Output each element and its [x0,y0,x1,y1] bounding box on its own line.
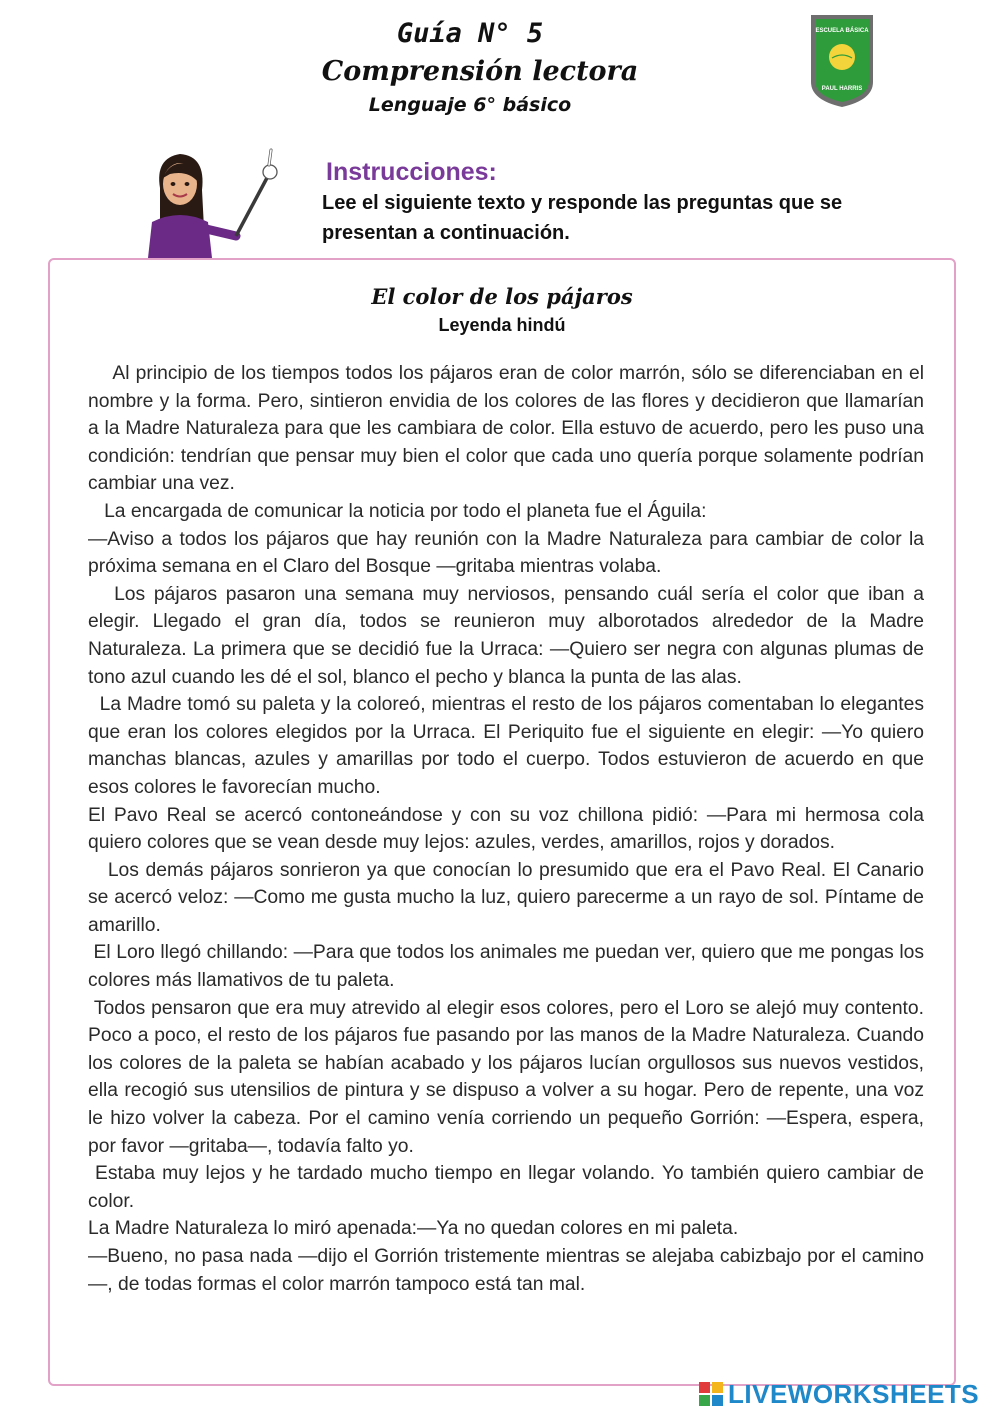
story-paragraph: El Loro llegó chillando: —Para que todos los animales me puedan ver, quiero que me pongas los colores más llamativos de tu paleta. [88,942,924,992]
guide-number: Guía N° 5 [396,18,544,49]
story-subtitle: Leyenda hindú [438,315,566,335]
liveworksheets-watermark [698,1380,979,1408]
badge-bottom-text: PAUL HARRIS [821,86,863,92]
school-badge-logo [808,12,876,110]
story-paragraph: La Madre tomó su paleta y la coloreó, mientras el resto de los pájaros comentaban lo elegantes que eran los colores elegidos por la Urraca. El Periquito fue el siguiente en elegir: —Yo quiero manchas blancas, azules y amarillas por todo el cuerpo. Todos estuvieron de acuerdo en que esos colores le favorecían mucho. [88,694,924,798]
story-text [88,360,924,1298]
story-paragraph: Los demás pájaros sonrieron ya que conocían lo presumido que era el Pavo Real. El Canario se acercó veloz: —Como me gusta mucho la luz, quiero parecerme a un rayo de sol. Píntame de amarillo. [88,859,924,936]
watermark-text: LIVEWORKSHEETS [728,1378,980,1409]
story-paragraph: Al principio de los tiempos todos los pájaros eran de color marrón, sólo se diferenciaban en el nombre y la forma. Pero, sintieron envidia de los colores de las flores y decidieron que llamarían a la Madre Naturaleza para que les cambiara de color. Ella estuvo de acuerdo, pero les puso una condición: tendrían que pensar muy bien el color que cada uno quería porque solamente podrían cambiar una vez. [88,363,924,495]
story-paragraph: Los pájaros pasaron una semana muy nerviosos, pensando cuál sería el color que iban a elegir. Llegado el gran día, todos se reunieron muy alborotados alrededor de la Madre Naturaleza. La primera que se decidió fue la Urraca: —Quiero ser negra con algunas plumas de tono azul cuando les dé el sol, blanco el pecho y blanca la punta de las alas. [88,583,924,688]
teacher-avatar [140,148,290,258]
shield-icon [808,12,876,110]
badge-top-text: ESCUELA BÁSICA [815,28,869,34]
story-paragraph: —Aviso a todos los pájaros que hay reunión con la Madre Naturaleza para cambiar de color la próxima semana en el Claro del Bosque —gritaba mientras volaba. [88,528,924,578]
liveworksheets-logo-icon [698,1381,724,1407]
story-paragraph: La encargada de comunicar la noticia por todo el planeta fue el Águila: [88,500,707,522]
story-title: El color de los pájaros [371,284,633,309]
page-title: Comprensión lectora [321,56,639,87]
story-paragraph: El Pavo Real se acercó contoneándose y con su voz chillona pidió: —Para mi hermosa cola quiero colores que se vean desde muy lejos: azules, verdes, amarillos, rojos y dorados. [88,804,924,854]
story-paragraph: Todos pensaron que era muy atrevido al elegir esos colores, pero el Loro se alejó muy contento. Poco a poco, el resto de los pájaros fue pasando por las manos de la Madre Naturaleza. Cuando los colores de la paleta se habían acabado y los pájaros lucían orgullosos sus nuevos vestidos, ella recogió sus utensilios de pintura y se dispuso a volver a su hogar. Pero de repente, una voz le hizo volver la cabeza. Por el camino venía corriendo un pequeño Gorrión: —Espera, espera, por favor —gritaba—, todavía falto yo. [88,997,924,1157]
story-paragraph: —Bueno, no pasa nada —dijo el Gorrión tristemente mientras se alejaba cabizbajo por el camino—, de todas formas el color marrón tampoco está tan mal. [88,1246,924,1295]
worksheet-header [0,0,1000,130]
story-paragraph: La Madre Naturaleza lo miró apenada:—Ya no quedan colores en mi paleta. [88,1218,739,1240]
teacher-pointing-icon [140,148,290,258]
story-paragraph: Estaba muy lejos y he tardado mucho tiempo en llegar volando. Yo también quiero cambiar de color. [88,1163,924,1212]
instructions-label: Instrucciones: [326,158,497,186]
instructions-text: Lee el siguiente texto y responde las preguntas que se presentan a continuación. [322,192,843,244]
page-subtitle: Lenguaje 6° básico [368,94,572,116]
